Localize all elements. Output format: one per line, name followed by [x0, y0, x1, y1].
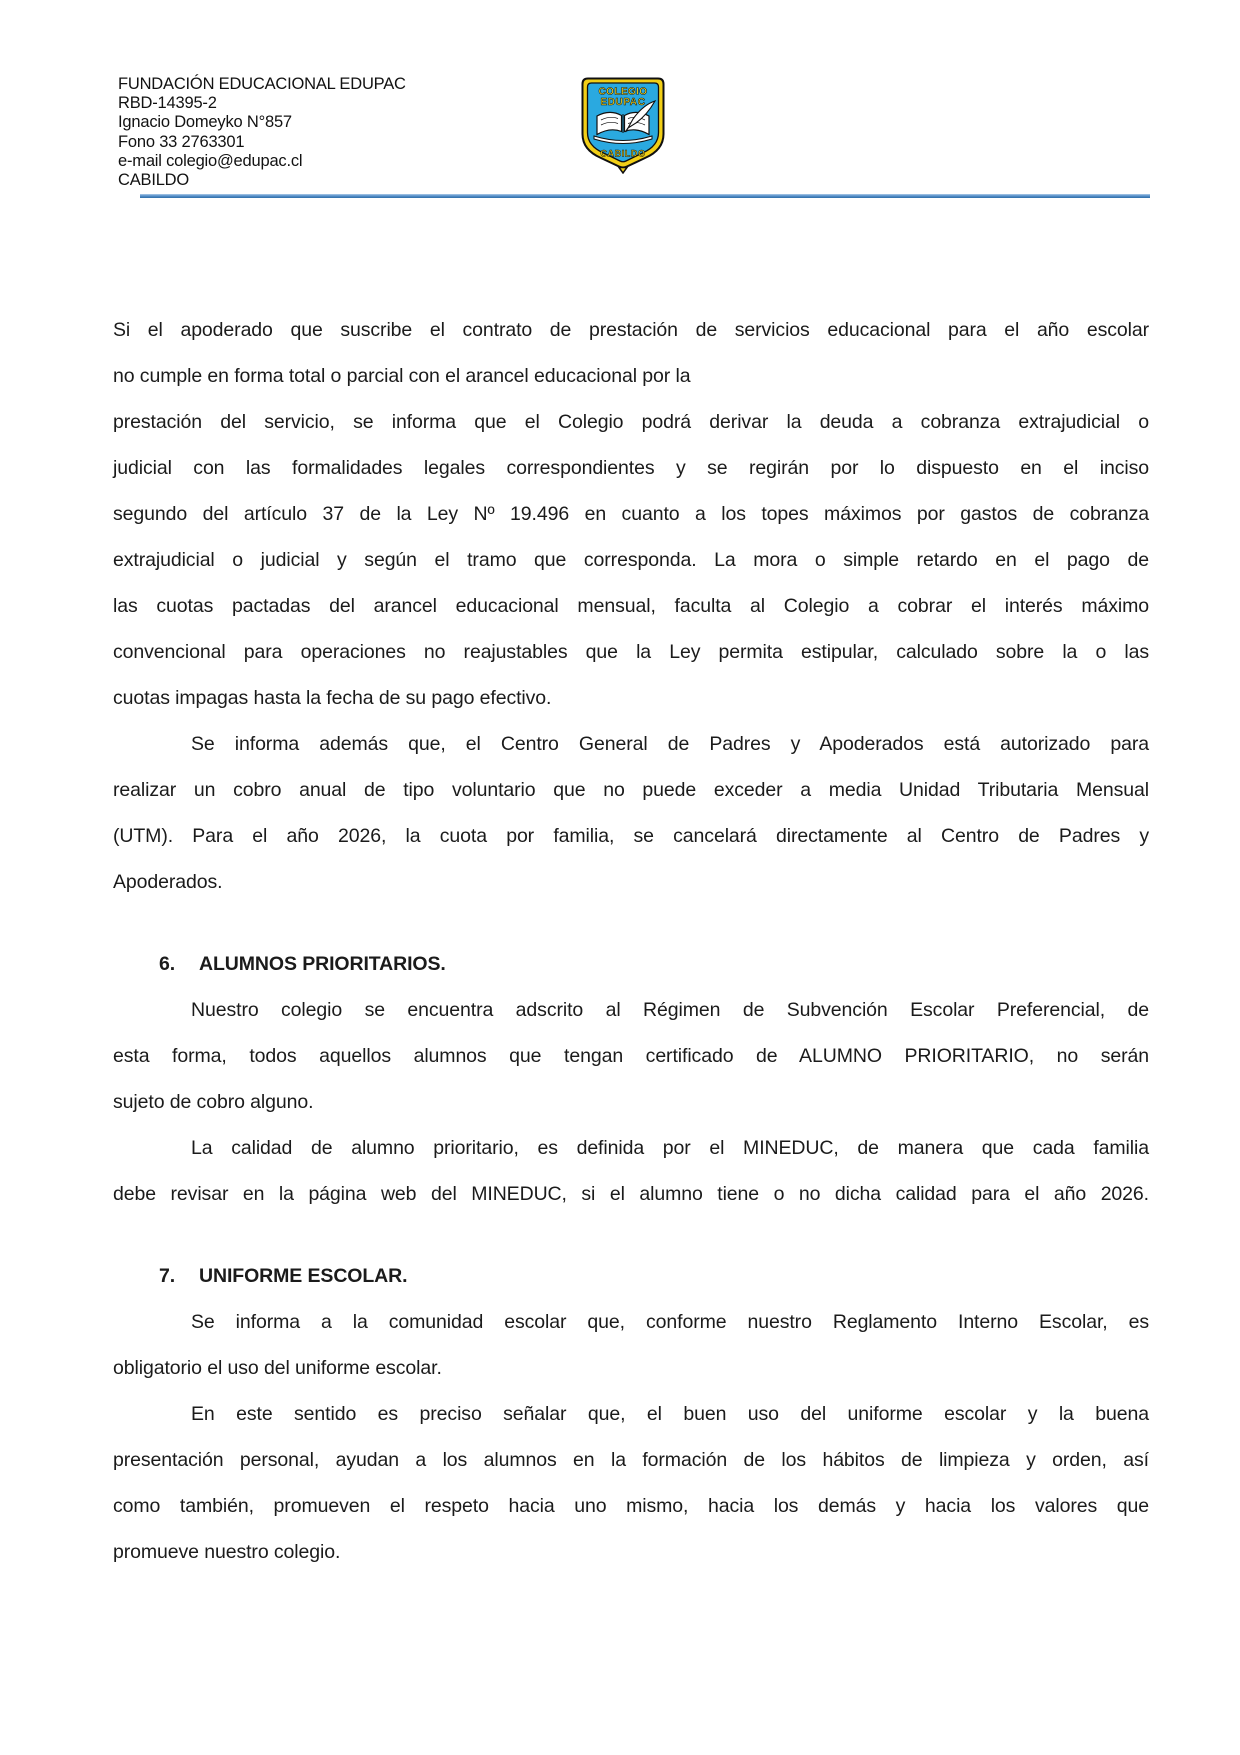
paragraph-line: Apoderados. — [113, 871, 223, 893]
paragraph — [113, 721, 1149, 905]
paragraph-line: Nuestro colegio se encuentra adscrito al Régimen de Subvención Escolar Preferencial, de — [191, 999, 1149, 1021]
org-info-line: RBD-14395-2 — [118, 94, 217, 113]
paragraph-line: presentación personal, ayudan a los alumnos en la formación de los hábitos de limpieza y orden, así — [113, 1449, 1149, 1471]
paragraph-line: (UTM). Para el año 2026, la cuota por familia, se cancelará directamente al Centro de Padres y — [113, 825, 1149, 847]
logo-text-edupac: EDUPAC — [600, 97, 646, 108]
paragraph-line: prestación del servicio, se informa que el Colegio podrá derivar la deuda a cobranza extrajudicial o — [113, 411, 1149, 433]
paragraph-line: En este sentido es preciso señalar que, el buen uso del uniforme escolar y la buena — [191, 1403, 1149, 1425]
paragraph — [113, 1391, 1149, 1575]
document-body — [113, 307, 1149, 1575]
paragraph-line: Si el apoderado que suscribe el contrato de prestación de servicios educacional para el año escolar — [113, 319, 1149, 341]
paragraph — [113, 987, 1149, 1125]
org-info-line: e-mail colegio@edupac.cl — [118, 151, 303, 170]
section-heading — [113, 1253, 1149, 1299]
paragraph-line: Se informa a la comunidad escolar que, conforme nuestro Reglamento Interno Escolar, es — [191, 1311, 1149, 1333]
org-info-line: Fono 33 2763301 — [118, 132, 245, 151]
section-number: 7. — [159, 1265, 176, 1287]
crest-shield — [581, 77, 665, 174]
paragraph-line: La calidad de alumno prioritario, es definida por el MINEDUC, de manera que cada familia — [191, 1137, 1149, 1159]
paragraph-line: promueve nuestro colegio. — [113, 1541, 341, 1563]
paragraph-line: no cumple en forma total o parcial con el arancel educacional por la — [113, 365, 691, 387]
paragraph-line: debe revisar en la página web del MINEDUC, si el alumno tiene o no dicha calidad para el año 2026. — [113, 1183, 1149, 1205]
paragraph-line: como también, promueven el respeto hacia uno mismo, hacia los demás y hacia los valores que — [113, 1495, 1149, 1517]
paragraph — [113, 1299, 1149, 1391]
paragraph-line: las cuotas pactadas del arancel educacional mensual, faculta al Colegio a cobrar el interés máximo — [113, 595, 1149, 617]
paragraph-line: cuotas impagas hasta la fecha de su pago efectivo. — [113, 687, 552, 709]
paragraph-line: Se informa además que, el Centro General de Padres y Apoderados está autorizado para — [191, 733, 1149, 755]
paragraph-line: realizar un cobro anual de tipo voluntario que no puede exceder a media Unidad Tributaria Mensual — [113, 779, 1149, 801]
org-info-line: CABILDO — [118, 171, 190, 190]
paragraph-line: segundo del artículo 37 de la Ley Nº 19.496 en cuanto a los topes máximos por gastos de cobranza — [113, 503, 1149, 525]
paragraph-line: esta forma, todos aquellos alumnos que tengan certificado de ALUMNO PRIORITARIO, no serán — [113, 1045, 1149, 1067]
paragraph — [113, 307, 1149, 721]
paragraph-line: extrajudicial o judicial y según el tramo que corresponda. La mora o simple retardo en el pago de — [113, 549, 1149, 571]
school-logo — [581, 77, 665, 174]
paragraph-line: sujeto de cobro alguno. — [113, 1091, 314, 1113]
logo-text-cabildo: CABILDO — [600, 148, 646, 159]
paragraph-line: judicial con las formalidades legales correspondientes y se regirán por lo dispuesto en el inciso — [113, 457, 1149, 479]
header-divider — [140, 194, 1150, 198]
section-title: UNIFORME ESCOLAR. — [199, 1265, 408, 1287]
org-info-line: FUNDACIÓN EDUCACIONAL EDUPAC — [118, 75, 406, 93]
logo-text-colegio: COLEGIO — [598, 86, 648, 98]
section-title: ALUMNOS PRIORITARIOS. — [199, 953, 446, 975]
paragraph — [113, 1125, 1149, 1217]
org-info — [118, 75, 406, 190]
section-number: 6. — [159, 953, 176, 975]
paragraph-line: convencional para operaciones no reajustables que la Ley permita estipular, calculado sobre la o las — [113, 641, 1149, 663]
org-info-line: Ignacio Domeyko N°857 — [118, 113, 292, 132]
paragraph-line: obligatorio el uso del uniforme escolar. — [113, 1357, 442, 1379]
section-heading — [113, 941, 1149, 987]
